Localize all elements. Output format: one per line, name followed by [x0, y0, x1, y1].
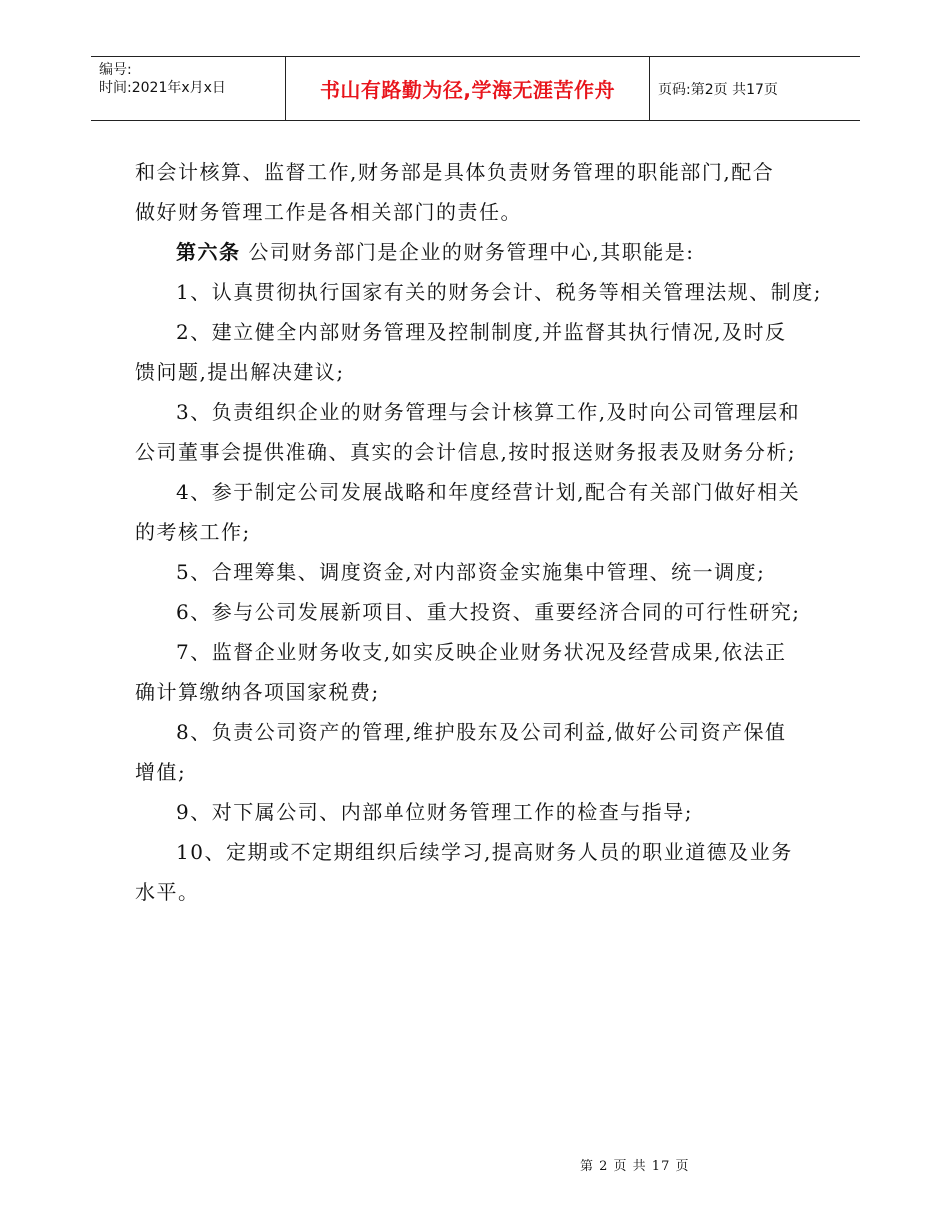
article-text: 公司财务部门是企业的财务管理中心,其职能是:: [240, 240, 695, 264]
page-footer: 第 2 页 共 17 页: [580, 1159, 690, 1174]
time-label: 时间:2021年x月x日: [99, 80, 226, 96]
header-page-info: 页码:第2页 共17页: [658, 81, 778, 98]
list-item: 9、对下属公司、内部单位财务管理工作的检查与指导;: [176, 800, 693, 824]
document-body: [135, 152, 825, 912]
list-item: 2、建立健全内部财务管理及控制制度,并监督其执行情况,及时反: [176, 320, 787, 344]
header-motto: 书山有路勤为径,学海无涯苦作舟: [286, 57, 650, 120]
list-item: 3、负责组织企业的财务管理与会计核算工作,及时向公司管理层和: [176, 400, 801, 424]
list-item: 6、参与公司发展新项目、重大投资、重要经济合同的可行性研究;: [176, 600, 801, 624]
list-item: 7、监督企业财务收支,如实反映企业财务状况及经营成果,依法正: [176, 640, 787, 664]
article-title: 第六条: [176, 240, 241, 264]
list-item: 4、参于制定公司发展战略和年度经营计划,配合有关部门做好相关: [176, 480, 801, 504]
text-line: 做好财务管理工作是各相关部门的责任。: [135, 200, 522, 224]
list-item: 1、认真贯彻执行国家有关的财务会计、税务等相关管理法规、制度;: [176, 280, 822, 304]
document-header: [91, 56, 860, 121]
list-item-continuation: 增值;: [135, 760, 187, 784]
text-line: 和会计核算、监督工作,财务部是具体负责财务管理的职能部门,配合: [135, 160, 775, 184]
list-item-continuation: 的考核工作;: [135, 520, 251, 544]
list-item-continuation: 公司董事会提供准确、真实的会计信息,按时报送财务报表及财务分析;: [135, 440, 797, 464]
list-item: 5、合理筹集、调度资金,对内部资金实施集中管理、统一调度;: [176, 560, 766, 584]
list-item-continuation: 馈问题,提出解决建议;: [135, 360, 345, 384]
list-item-continuation: 水平。: [135, 880, 200, 904]
number-label: 编号:: [99, 62, 132, 78]
header-meta: [91, 57, 286, 120]
list-item-continuation: 确计算缴纳各项国家税费;: [135, 680, 380, 704]
article-six-heading: [135, 232, 825, 272]
list-item: 10、定期或不定期组织后续学习,提高财务人员的职业道德及业务: [176, 840, 793, 864]
list-item: 8、负责公司资产的管理,维护股东及公司利益,做好公司资产保值: [176, 720, 787, 744]
